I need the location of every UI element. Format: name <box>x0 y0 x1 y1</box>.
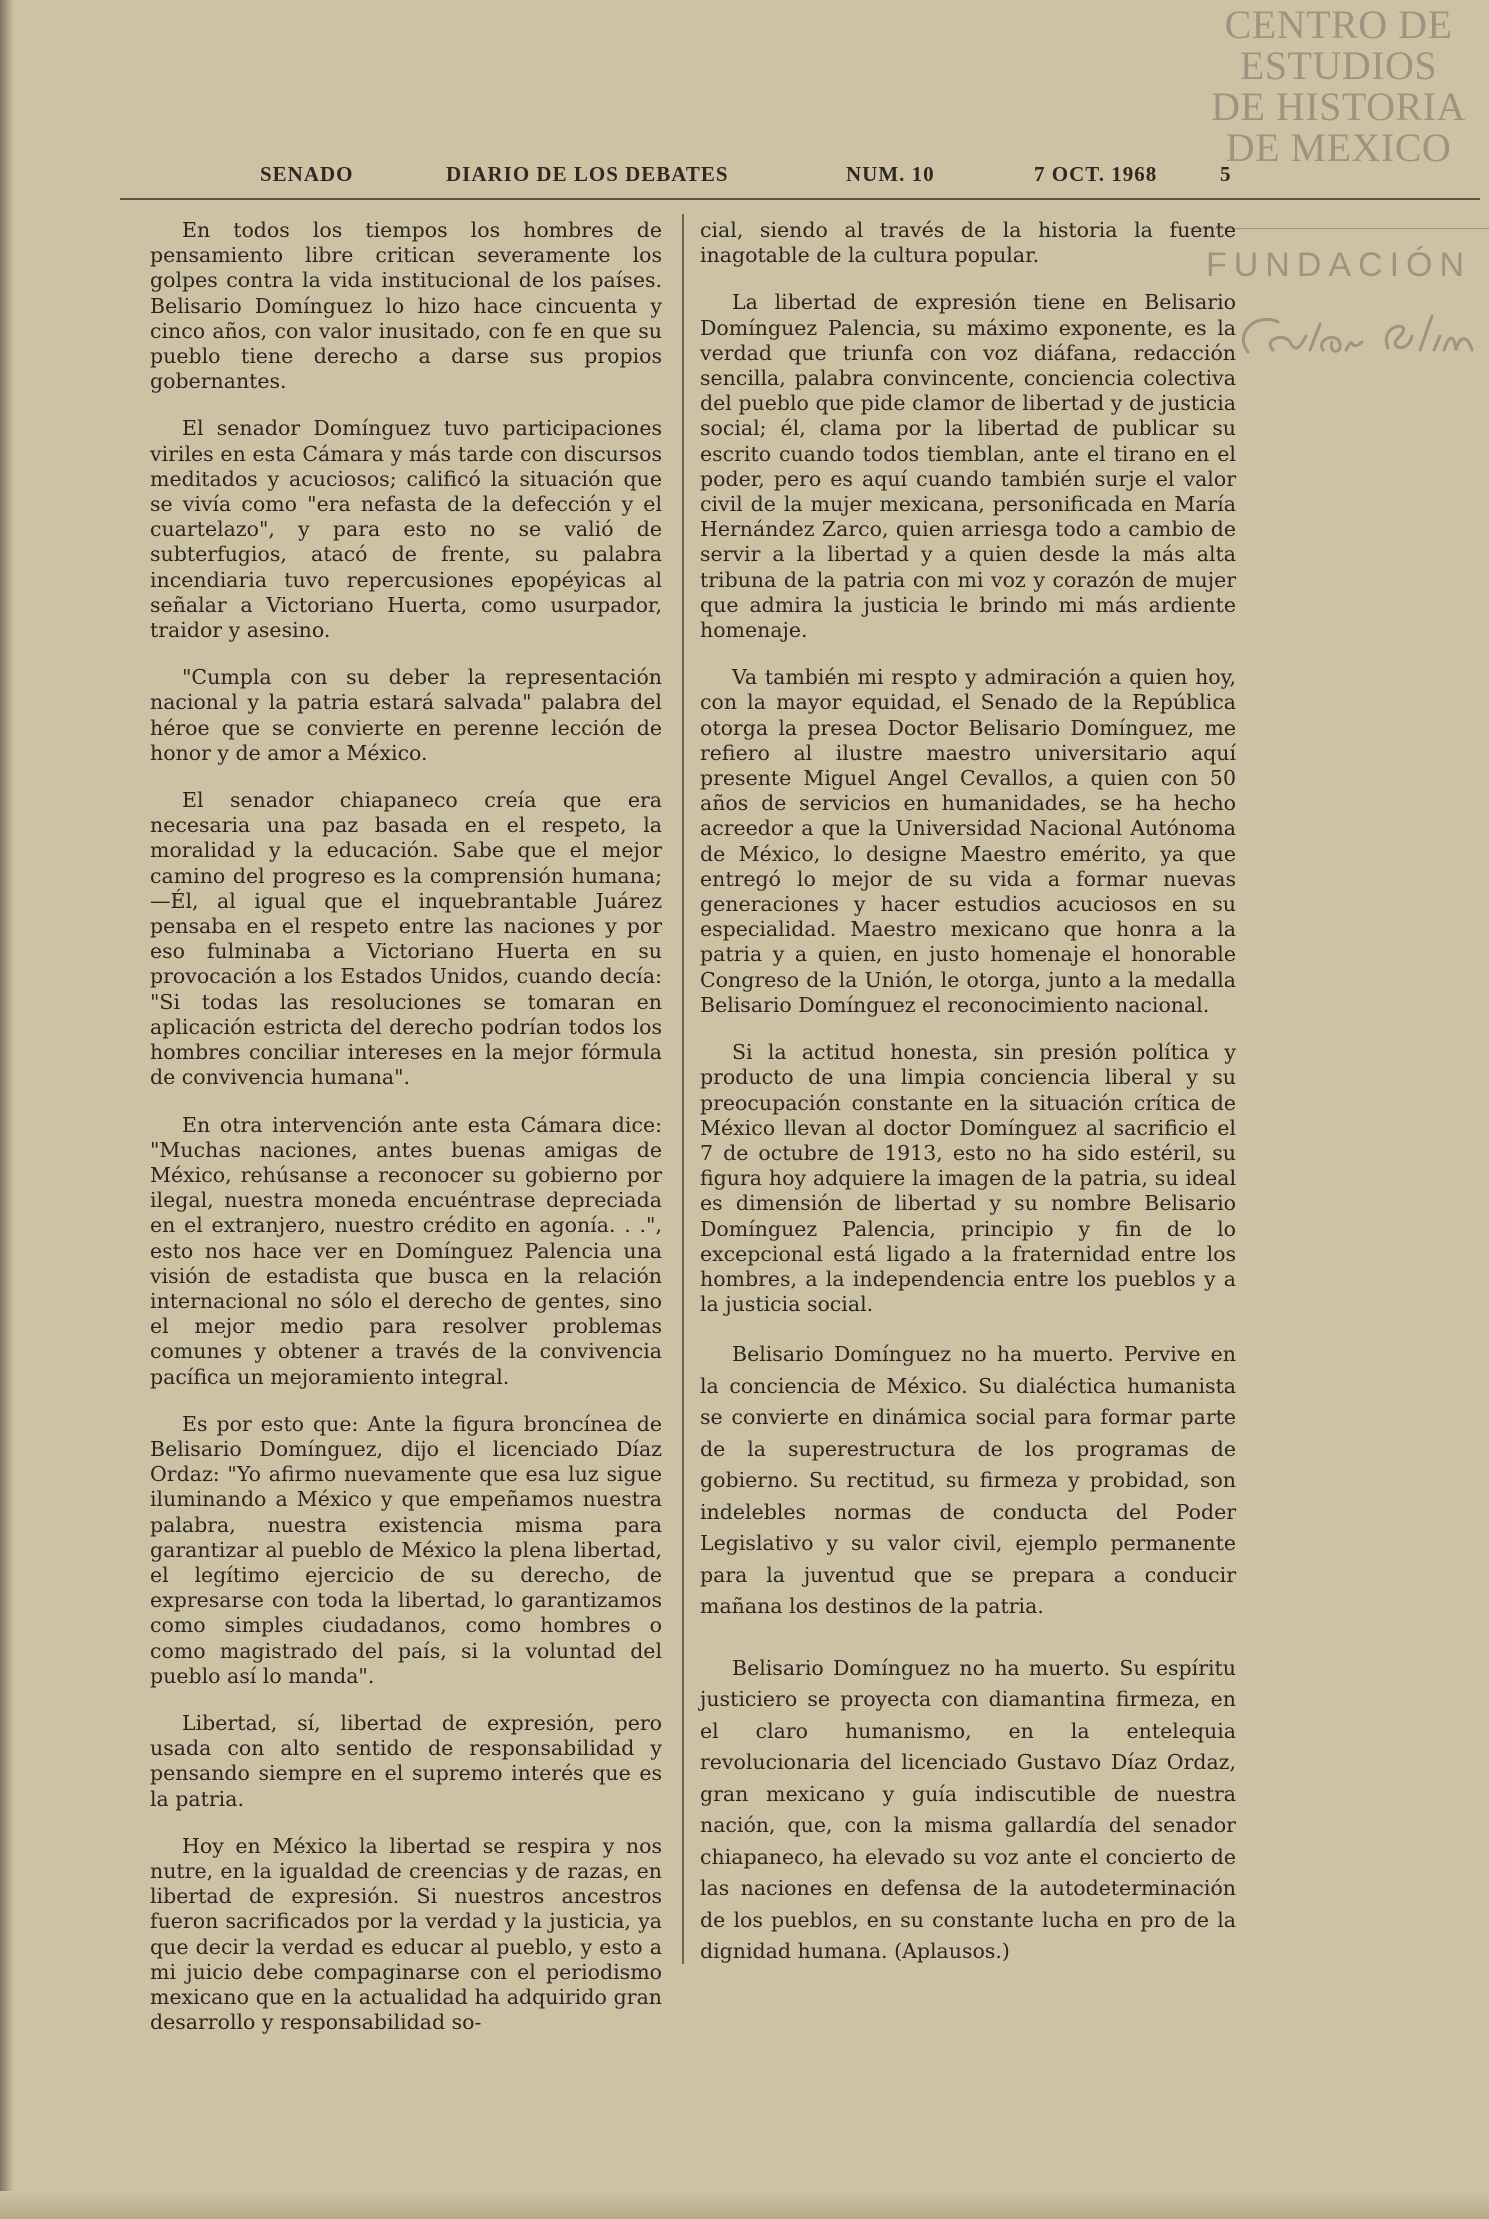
paragraph: cial, siendo al través de la historia la fuente inagotable de la cultura popular. <box>700 218 1236 268</box>
paragraph: "Cumpla con su deber la representación nacional y la patria estará salvada" palabra del héroe que se convierte en perenne lección de honor y de amor a México. <box>150 665 662 765</box>
paragraph: Va también mi respto y admiración a quien hoy, con la mayor equidad, el Senado de la República otorga la presea Doctor Belisario Domínguez, me refiero al ilustre maestro universitario aquí presente Miguel Angel Cevallos, a quien con 50 años de servicios en humanidades, se ha hecho acreedor a que la Universidad Nacional Autónoma de México, lo designe Maestro emérito, ya que entregó lo mejor de su vida a formar nuevas generaciones y hacer estudios acuciosos en su especialidad. Maestro mexicano que honra a la patria y a quien, en justo homenaje el honorable Congreso de la Unión, le otorga, junto a la medalla Belisario Domínguez el reconocimiento nacional. <box>700 665 1236 1017</box>
header-publication: DIARIO DE LOS DEBATES <box>446 162 729 186</box>
page-bottom-edge <box>0 2191 1489 2219</box>
header-number: NUM. 10 <box>846 162 935 186</box>
watermark-line: CENTRO DE <box>1224 2 1453 47</box>
paragraph: El senador Domínguez tuvo participaciones viriles en esta Cámara y más tarde con discursos meditados y acuciosos; calificó la situación que se vivía como "era nefasta de la defección y el cuartelazo", y para esto no se valió de subterfugios, atacó de frente, su palabra incendiaria tuvo repercusiones epopéyicas al señalar a Victoriano Huerta, como usurpador, traidor y asesino. <box>150 416 662 643</box>
paragraph: Es por esto que: Ante la figura broncínea de Belisario Domínguez, dijo el licenciado Díaz Ordaz: "Yo afirmo nuevamente que esa luz sigue iluminando a México y que empeñamos nuestra palabra, nuestra existencia misma para garantizar al pueblo de México la plena libertad, el legítimo ejercicio de su derecho, de expresarse con toda la libertad, lo garantizamos como simples ciudadanos, como hombres o como magistrado del país, si la voluntad del pueblo así lo manda". <box>150 1411 662 1688</box>
watermark-line: DE MEXICO <box>1225 125 1452 170</box>
paragraph: Hoy en México la libertad se respira y nos nutre, en la igualdad de creencias y de razas, en libertad de expresión. Si nuestros ancestros fueron sacrificados por la verdad y la justicia, ya que decir la verdad es educar al pueblo, y esto a mi juicio debe compaginarse con el periodismo mexicano que en la actualidad ha adquirido gran desarrollo y responsabilidad so- <box>150 1833 662 2035</box>
paragraph: Libertad, sí, libertad de expresión, pero usada con alto sentido de responsabilidad y pensando siempre en el supremo interés que es la patria. <box>150 1710 662 1811</box>
paragraph: Belisario Domínguez no ha muerto. Pervive en la conciencia de México. Su dialéctica humanista se convierte en dinámica social para formar parte de la superestructura de los programas de gobierno. Su rectitud, su firmeza y probidad, son indelebles normas de conducta del Poder Legislativo y su valor civil, ejemplo permanente para la juventud que se prepara a conducir mañana los destinos de la patria. <box>700 1342 1236 1619</box>
signature-logo <box>1228 292 1488 382</box>
paragraph: La libertad de expresión tiene en Belisario Domínguez Palencia, su máximo exponente, es la verdad que triunfa con voz diáfana, redacción sencilla, palabra convincente, conciencia colectiva del pueblo que pide clamor de libertad y de justicia social; él, clama por la libertad de publicar su escrito cuando todos tiemblan, ante el tirano en el poder, pero es aquí cuando también surje el valor civil de la mujer mexicana, personificada en María Hernández Zarco, quien arriesga todo a cambio de servir a la libertad y a quien desde la más alta tribuna de la patria con mi voz y corazón de mujer que admira la justicia le brindo mi más ardiente homenaje. <box>700 290 1236 643</box>
header-section: SENADO <box>260 162 354 186</box>
column-divider <box>682 214 684 1964</box>
left-column <box>150 218 662 2057</box>
paragraph: En otra intervención ante esta Cámara dice: "Muchas naciones, antes buenas amigas de México, rehúsanse a reconocer su gobierno por ilegal, nuestra moneda encuéntrase depreciada en el extranjero, nuestro crédito en agonía. . .", esto nos hace ver en Domínguez Palencia una visión de estadista que busca en la relación internacional no sólo el derecho de gentes, sino el mejor medio para resolver problemas comunes y obtener a través de la convivencia pacífica un mejoramiento integral. <box>150 1112 662 1389</box>
header-page-number: 5 <box>1220 162 1232 186</box>
paragraph: El senador chiapaneco creía que era necesaria una paz basada en el respeto, la moralidad y la educación. Sabe que el mejor camino del progreso es la comprensión humana; —Él, al igual que el inquebrantable Juárez pensaba en el respeto entre las naciones y por eso fulminaba a Victoriano Huerta en su provocación a los Estados Unidos, cuando decía: "Si todas las resoluciones se tomaran en aplicación estricta del derecho podrían todos los hombres conciliar intereses en la mejor fórmula de convivencia humana". <box>150 788 662 1090</box>
right-column <box>700 218 1236 1998</box>
watermark-foundation: FUNDACIÓN <box>1205 246 1472 284</box>
paragraph: En todos los tiempos los hombres de pensamiento libre critican severamente los golpes contra la vida institucional de los países. Belisario Domínguez lo hizo hace cincuenta y cinco años, con valor inusitado, con fe en que su pueblo tiene derecho a darse sus propios gobernantes. <box>150 218 662 394</box>
page-header <box>260 162 1240 202</box>
watermark-line: DE HISTORIA <box>1211 84 1466 129</box>
watermark-line: ESTUDIOS <box>1239 43 1438 88</box>
paragraph: Belisario Domínguez no ha muerto. Su espíritu justiciero se proyecta con diamantina firmeza, en el claro humanismo, en la entelequia revolucionaria del licenciado Gustavo Díaz Ordaz, gran mexicano y guía indiscutible de nuestra nación, que, con la misma gallardía del senador chiapaneco, ha elevado su voz ante el concierto de las naciones en defensa de la autodeterminación de los pueblos, en su constante lucha en pro de la dignidad humana. (Aplausos.) <box>700 1655 1236 1964</box>
paragraph: Si la actitud honesta, sin presión política y producto de una limpia conciencia liberal y su preocupación constante en la situación crítica de México llevan al doctor Domínguez al sacrificio el 7 de octubre de 1913, esto no ha sido estéril, su figura hoy adquiere la imagen de la patria, su ideal es dimensión de libertad y su nombre Belisario Domínguez Palencia, principio y fin de lo excepcional está ligado a la fraternidad entre los hombres, a la independencia entre los pueblos y a la justicia social. <box>700 1040 1236 1317</box>
header-date: 7 OCT. 1968 <box>1034 162 1158 186</box>
page-binding-edge <box>0 0 14 2219</box>
